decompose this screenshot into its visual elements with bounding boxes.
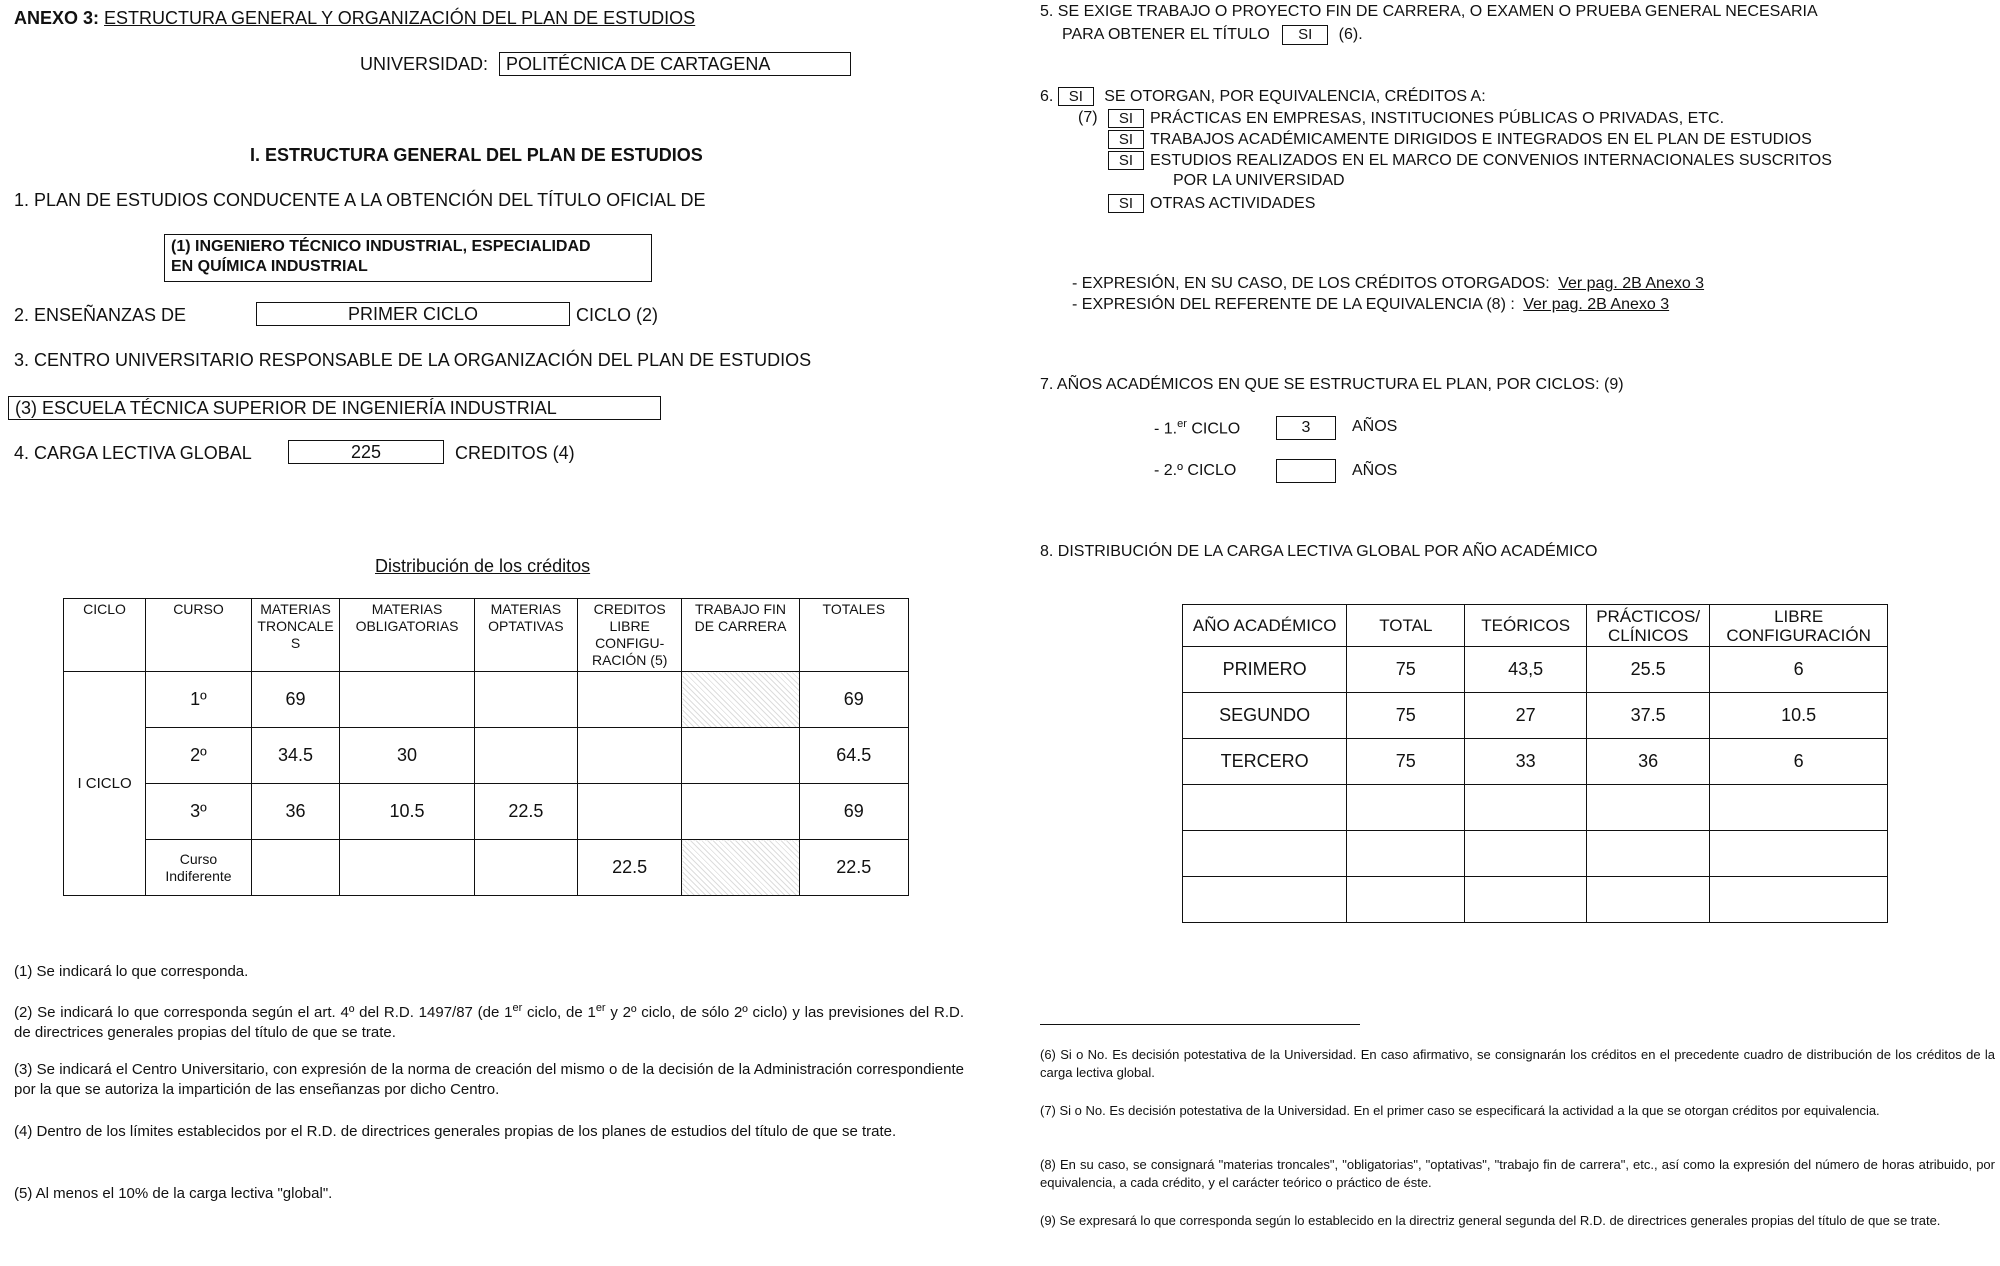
equiv-value: SI xyxy=(1108,151,1144,170)
year-cell: PRIMERO xyxy=(1183,647,1347,693)
curso-cell: 3º xyxy=(146,784,252,840)
right-note-8: (8) En su caso, se consignará "materias troncales", "obligatorias", "optativas", "trabajo fin de carrera", etc., así como la expresión del número de horas atribuido, por equivalencia, a cada crédito, y el carácter teórico o práctico de éste. xyxy=(1040,1157,1995,1190)
item4-value: 225 xyxy=(288,440,444,464)
cycle2-value xyxy=(1276,459,1336,483)
totales-cell: 69 xyxy=(799,672,908,728)
table-row xyxy=(1183,785,1888,831)
header-year: AÑO ACADÉMICO xyxy=(1183,605,1347,647)
degree-title-line2: EN QUÍMICA INDUSTRIAL xyxy=(171,258,368,275)
item7-label: 7. AÑOS ACADÉMICOS EN QUE SE ESTRUCTURA EL PLAN, POR CICLOS: (9) xyxy=(1040,376,1624,393)
left-note-2-sup1: er xyxy=(512,1002,523,1014)
libre-cell xyxy=(577,784,682,840)
totales-cell: 69 xyxy=(799,784,908,840)
centre-value: (3) ESCUELA TÉCNICA SUPERIOR DE INGENIERÍA INDUSTRIAL xyxy=(8,396,661,420)
item6-note: (7) xyxy=(1078,109,1098,126)
table-row xyxy=(1183,877,1888,923)
troncales-cell: 36 xyxy=(251,784,339,840)
expr2-label: - EXPRESIÓN DEL REFERENTE DE LA EQUIVALENCIA (8) : xyxy=(1072,296,1515,313)
table-row xyxy=(64,728,909,784)
header-optativas: MATERIAS OPTATIVAS xyxy=(474,599,577,672)
degree-title-box xyxy=(164,234,652,282)
expr1-value: Ver pag. 2B Anexo 3 xyxy=(1558,275,1705,292)
item5-line1: 5. SE EXIGE TRABAJO O PROYECTO FIN DE CARRERA, O EXAMEN O PRUEBA GENERAL NECESARIA xyxy=(1040,3,1818,20)
item2-label: 2. ENSEÑANZAS DE xyxy=(14,305,187,325)
item6-text: SE OTORGAN, POR EQUIVALENCIA, CRÉDITOS A: xyxy=(1104,88,1486,105)
year-table xyxy=(1182,604,1888,923)
left-note-2-part2: ciclo, de 1 xyxy=(522,1004,596,1021)
item6-value: SI xyxy=(1058,87,1094,106)
obligatorias-cell xyxy=(340,672,475,728)
equiv-text: TRABAJOS ACADÉMICAMENTE DIRIGIDOS E INTEGRADOS EN EL PLAN DE ESTUDIOS xyxy=(1150,131,1812,148)
item5-line2: PARA OBTENER EL TÍTULO xyxy=(1062,26,1270,43)
teoricos-cell: 43,5 xyxy=(1465,647,1587,693)
total-cell xyxy=(1347,877,1465,923)
header-curso: CURSO xyxy=(146,599,252,672)
trabajo-cell xyxy=(682,728,799,784)
equiv-value: SI xyxy=(1108,109,1144,128)
libre-cell: 6 xyxy=(1710,739,1888,785)
header-teoricos: TEÓRICOS xyxy=(1465,605,1587,647)
totales-cell: 22.5 xyxy=(799,840,908,896)
item6-row xyxy=(1040,87,1486,106)
troncales-cell: 34.5 xyxy=(251,728,339,784)
equiv-value: SI xyxy=(1108,194,1144,213)
year-cell xyxy=(1183,877,1347,923)
total-cell xyxy=(1347,785,1465,831)
optativas-cell: 22.5 xyxy=(474,784,577,840)
expr2-row xyxy=(1072,296,1669,314)
credits-table xyxy=(63,598,909,896)
cycle2-years: AÑOS xyxy=(1352,462,1398,479)
item4-suffix: CREDITOS (4) xyxy=(455,443,575,463)
equiv-text: ESTUDIOS REALIZADOS EN EL MARCO DE CONVENIOS INTERNACIONALES SUSCRITOS xyxy=(1150,152,1832,169)
footnote-separator xyxy=(1040,1024,1360,1025)
troncales-cell: 69 xyxy=(251,672,339,728)
libre-cell xyxy=(1710,785,1888,831)
year-cell xyxy=(1183,831,1347,877)
left-note-2 xyxy=(14,998,964,1043)
practicos-cell xyxy=(1587,831,1710,877)
libre-cell xyxy=(1710,831,1888,877)
item1-label: 1. PLAN DE ESTUDIOS CONDUCENTE A LA OBTENCIÓN DEL TÍTULO OFICIAL DE xyxy=(14,190,706,210)
table-row xyxy=(64,672,909,728)
trabajo-cell xyxy=(682,840,799,896)
libre-cell xyxy=(577,672,682,728)
obligatorias-cell: 30 xyxy=(340,728,475,784)
trabajo-cell xyxy=(682,672,799,728)
optativas-cell xyxy=(474,728,577,784)
cycle1-years: AÑOS xyxy=(1352,418,1398,435)
expr2-value: Ver pag. 2B Anexo 3 xyxy=(1523,296,1670,313)
equiv-row xyxy=(1108,109,1724,128)
header-practicos: PRÁCTICOS/ CLÍNICOS xyxy=(1587,605,1710,647)
obligatorias-cell xyxy=(340,840,475,896)
year-header-row xyxy=(1183,605,1888,647)
expr1-row xyxy=(1072,275,1704,293)
section-title: I. ESTRUCTURA GENERAL DEL PLAN DE ESTUDIOS xyxy=(250,145,703,165)
equiv-text: PRÁCTICAS EN EMPRESAS, INSTITUCIONES PÚBLICAS O PRIVADAS, ETC. xyxy=(1150,110,1725,127)
item5-line2-row xyxy=(1062,25,1363,45)
university-label: UNIVERSIDAD: xyxy=(360,54,489,74)
totales-cell: 64.5 xyxy=(799,728,908,784)
curso-cell: 1º xyxy=(146,672,252,728)
teoricos-cell xyxy=(1465,785,1587,831)
left-note-2-sup2: er xyxy=(595,1002,606,1014)
total-cell xyxy=(1347,831,1465,877)
left-note-5: (5) Al menos el 10% de la carga lectiva "global". xyxy=(14,1185,333,1202)
teoricos-cell: 33 xyxy=(1465,739,1587,785)
annex-title: ESTRUCTURA GENERAL Y ORGANIZACIÓN DEL PLAN DE ESTUDIOS xyxy=(104,8,696,28)
right-note-6: (6) Si o No. Es decisión potestativa de la Universidad. En caso afirmativo, se consignarán los créditos en el precedente cuadro de distribución de los créditos de la carga lectiva global. xyxy=(1040,1047,1995,1080)
right-note-9: (9) Se expresará lo que corresponda según lo establecido en la directriz general segunda del R.D. de directrices generales propias del título de que se trate. xyxy=(1040,1213,1941,1228)
practicos-cell: 25.5 xyxy=(1587,647,1710,693)
degree-title-line1: (1) INGENIERO TÉCNICO INDUSTRIAL, ESPECIALIDAD xyxy=(171,238,591,255)
university-value: POLITÉCNICA DE CARTAGENA xyxy=(499,52,851,76)
left-note-2-part3: y 2º ciclo, de sólo 2º ciclo) y las previsiones del R.D. de directrices generales propias del título de que se trate. xyxy=(14,1004,964,1041)
cycle2-label: - 2.º CICLO xyxy=(1154,462,1237,479)
year-cell xyxy=(1183,785,1347,831)
annex-prefix: ANEXO 3: xyxy=(14,8,100,28)
libre-cell xyxy=(577,728,682,784)
year-cell: SEGUNDO xyxy=(1183,693,1347,739)
item2-suffix: CICLO (2) xyxy=(576,305,659,325)
left-note-4: (4) Dentro de los límites establecidos por el R.D. de directrices generales propias de los planes de estudios del título de que se trate. xyxy=(14,1123,897,1140)
left-note-2-part1: (2) Se indicará lo que corresponda según el art. 4º del R.D. 1497/87 (de 1 xyxy=(14,1004,513,1021)
annex-heading xyxy=(14,8,695,29)
header-libre: LIBRE CONFIGURACIÓN xyxy=(1710,605,1888,647)
total-cell: 75 xyxy=(1347,647,1465,693)
item5-note: (6). xyxy=(1338,26,1363,43)
equiv-row xyxy=(1108,151,1832,170)
table-row xyxy=(64,784,909,840)
expr1-label: - EXPRESIÓN, EN SU CASO, DE LOS CRÉDITOS OTORGADOS: xyxy=(1072,275,1550,292)
teoricos-cell xyxy=(1465,831,1587,877)
obligatorias-cell: 10.5 xyxy=(340,784,475,840)
ciclo-cell: I CICLO xyxy=(64,672,146,896)
credits-header-row xyxy=(64,599,909,672)
libre-cell: 22.5 xyxy=(577,840,682,896)
right-note-7: (7) Si o No. Es decisión potestativa de la Universidad. En el primer caso se especificará la actividad a la que se otorgan créditos por equivalencia. xyxy=(1040,1103,1880,1118)
libre-cell: 10.5 xyxy=(1710,693,1888,739)
equiv-text: OTRAS ACTIVIDADES xyxy=(1150,195,1316,212)
header-totales: TOTALES xyxy=(799,599,908,672)
year-cell: TERCERO xyxy=(1183,739,1347,785)
total-cell: 75 xyxy=(1347,693,1465,739)
left-note-3: (3) Se indicará el Centro Universitario, con expresión de la norma de creación del mismo o de la decisión de la Administración correspondiente por la que se autoriza la impartición de las enseñanzas por dicho Centro. xyxy=(14,1061,964,1098)
item6-prefix: 6. xyxy=(1040,88,1054,105)
header-obligatorias: MATERIAS OBLIGATORIAS xyxy=(340,599,475,672)
total-cell: 75 xyxy=(1347,739,1465,785)
practicos-cell xyxy=(1587,785,1710,831)
libre-cell: 6 xyxy=(1710,647,1888,693)
university-row xyxy=(360,52,851,76)
teoricos-cell xyxy=(1465,877,1587,923)
curso-cell: Curso Indiferente xyxy=(146,840,252,896)
equiv-continuation: POR LA UNIVERSIDAD xyxy=(1173,172,1345,189)
cycle1-sup: er xyxy=(1177,418,1187,430)
distribution-title: Distribución de los créditos xyxy=(375,556,591,576)
trabajo-cell xyxy=(682,784,799,840)
cycle1-label-b: CICLO xyxy=(1186,420,1241,438)
header-trabajo: TRABAJO FIN DE CARRERA xyxy=(682,599,799,672)
header-ciclo: CICLO xyxy=(64,599,146,672)
practicos-cell: 37.5 xyxy=(1587,693,1710,739)
table-row xyxy=(64,840,909,896)
item3-label: 3. CENTRO UNIVERSITARIO RESPONSABLE DE LA ORGANIZACIÓN DEL PLAN DE ESTUDIOS xyxy=(14,350,812,370)
equiv-value: SI xyxy=(1108,130,1144,149)
item5-value: SI xyxy=(1282,25,1328,45)
item4-label: 4. CARGA LECTIVA GLOBAL xyxy=(14,443,252,463)
practicos-cell: 36 xyxy=(1587,739,1710,785)
optativas-cell xyxy=(474,672,577,728)
cycle1-label-a: - 1. xyxy=(1154,420,1178,438)
header-total: TOTAL xyxy=(1347,605,1465,647)
left-note-1: (1) Se indicará lo que corresponda. xyxy=(14,963,249,980)
header-troncales: MATERIAS TRONCALE S xyxy=(251,599,339,672)
equiv-row xyxy=(1108,194,1315,213)
table-row xyxy=(1183,647,1888,693)
troncales-cell xyxy=(251,840,339,896)
practicos-cell xyxy=(1587,877,1710,923)
header-libre: CREDITOS LIBRE CONFIGU- RACIÓN (5) xyxy=(577,599,682,672)
table-row xyxy=(1183,739,1888,785)
table-row xyxy=(1183,831,1888,877)
curso-cell: 2º xyxy=(146,728,252,784)
libre-cell xyxy=(1710,877,1888,923)
cycle1-label xyxy=(1154,418,1240,438)
item8-label: 8. DISTRIBUCIÓN DE LA CARGA LECTIVA GLOBAL POR AÑO ACADÉMICO xyxy=(1040,543,1598,560)
item2-value: PRIMER CICLO xyxy=(256,302,570,326)
cycle1-value: 3 xyxy=(1276,416,1336,440)
optativas-cell xyxy=(474,840,577,896)
table-row xyxy=(1183,693,1888,739)
equiv-row xyxy=(1108,130,1812,149)
teoricos-cell: 27 xyxy=(1465,693,1587,739)
